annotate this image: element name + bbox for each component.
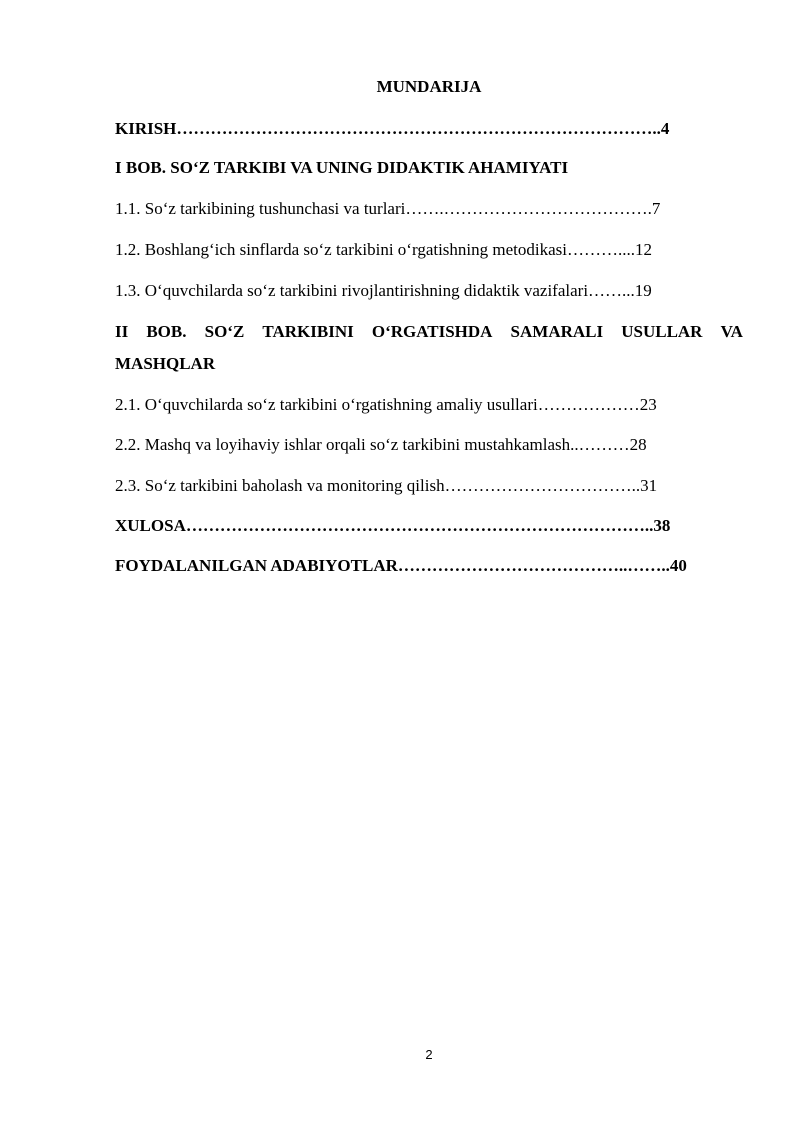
toc-chapter-2-heading-line-1: [115, 322, 743, 342]
toc-chapter-1-heading: I BOB. SO‘Z TARKIBI VA UNING DIDAKTIK AHAMIYATI: [115, 158, 569, 177]
toc-entry-xulosa: XULOSA………………………………………………………………………..38: [115, 516, 671, 535]
toc-section-1-1: 1.1. So‘z tarkibining tushunchasi va turlari…….……………………………….7: [115, 199, 661, 218]
chapter-2-word: TARKIBINI: [262, 322, 354, 341]
toc-section-2-2: 2.2. Mashq va loyihaviy ishlar orqali so‘z tarkibini mustahkamlash..………28: [115, 435, 647, 454]
toc-section-1-2: 1.2. Boshlang‘ich sinflarda so‘z tarkibini o‘rgatishning metodikasi………....12: [115, 240, 652, 259]
toc-section-1-3: 1.3. O‘quvchilarda so‘z tarkibini rivojlantirishning didaktik vazifalari……...19: [115, 281, 652, 300]
page-title: MUNDARIJA: [376, 77, 482, 96]
chapter-2-word: BOB.: [146, 322, 187, 341]
chapter-2-word: O‘RGATISHDA: [371, 322, 493, 341]
chapter-2-word: USULLAR: [621, 322, 703, 341]
page-number: 2: [425, 1047, 433, 1062]
chapter-2-word: SO‘Z: [204, 322, 245, 341]
chapter-2-word: SAMARALI: [510, 322, 604, 341]
chapter-2-word: VA: [720, 322, 743, 341]
toc-chapter-2-heading-line-2: MASHQLAR: [115, 354, 216, 373]
chapter-2-word: II: [115, 322, 129, 341]
toc-section-2-3: 2.3. So‘z tarkibini baholash va monitoring qilish……………………………..31: [115, 476, 658, 495]
toc-entry-adabiyotlar: FOYDALANILGAN ADABIYOTLAR…………………………………..……..40: [115, 556, 687, 575]
toc-entry-kirish: KIRISH…………………………………………………………………………..4: [115, 119, 670, 138]
toc-section-2-1: 2.1. O‘quvchilarda so‘z tarkibini o‘rgatishning amaliy usullari………………23: [115, 395, 657, 414]
